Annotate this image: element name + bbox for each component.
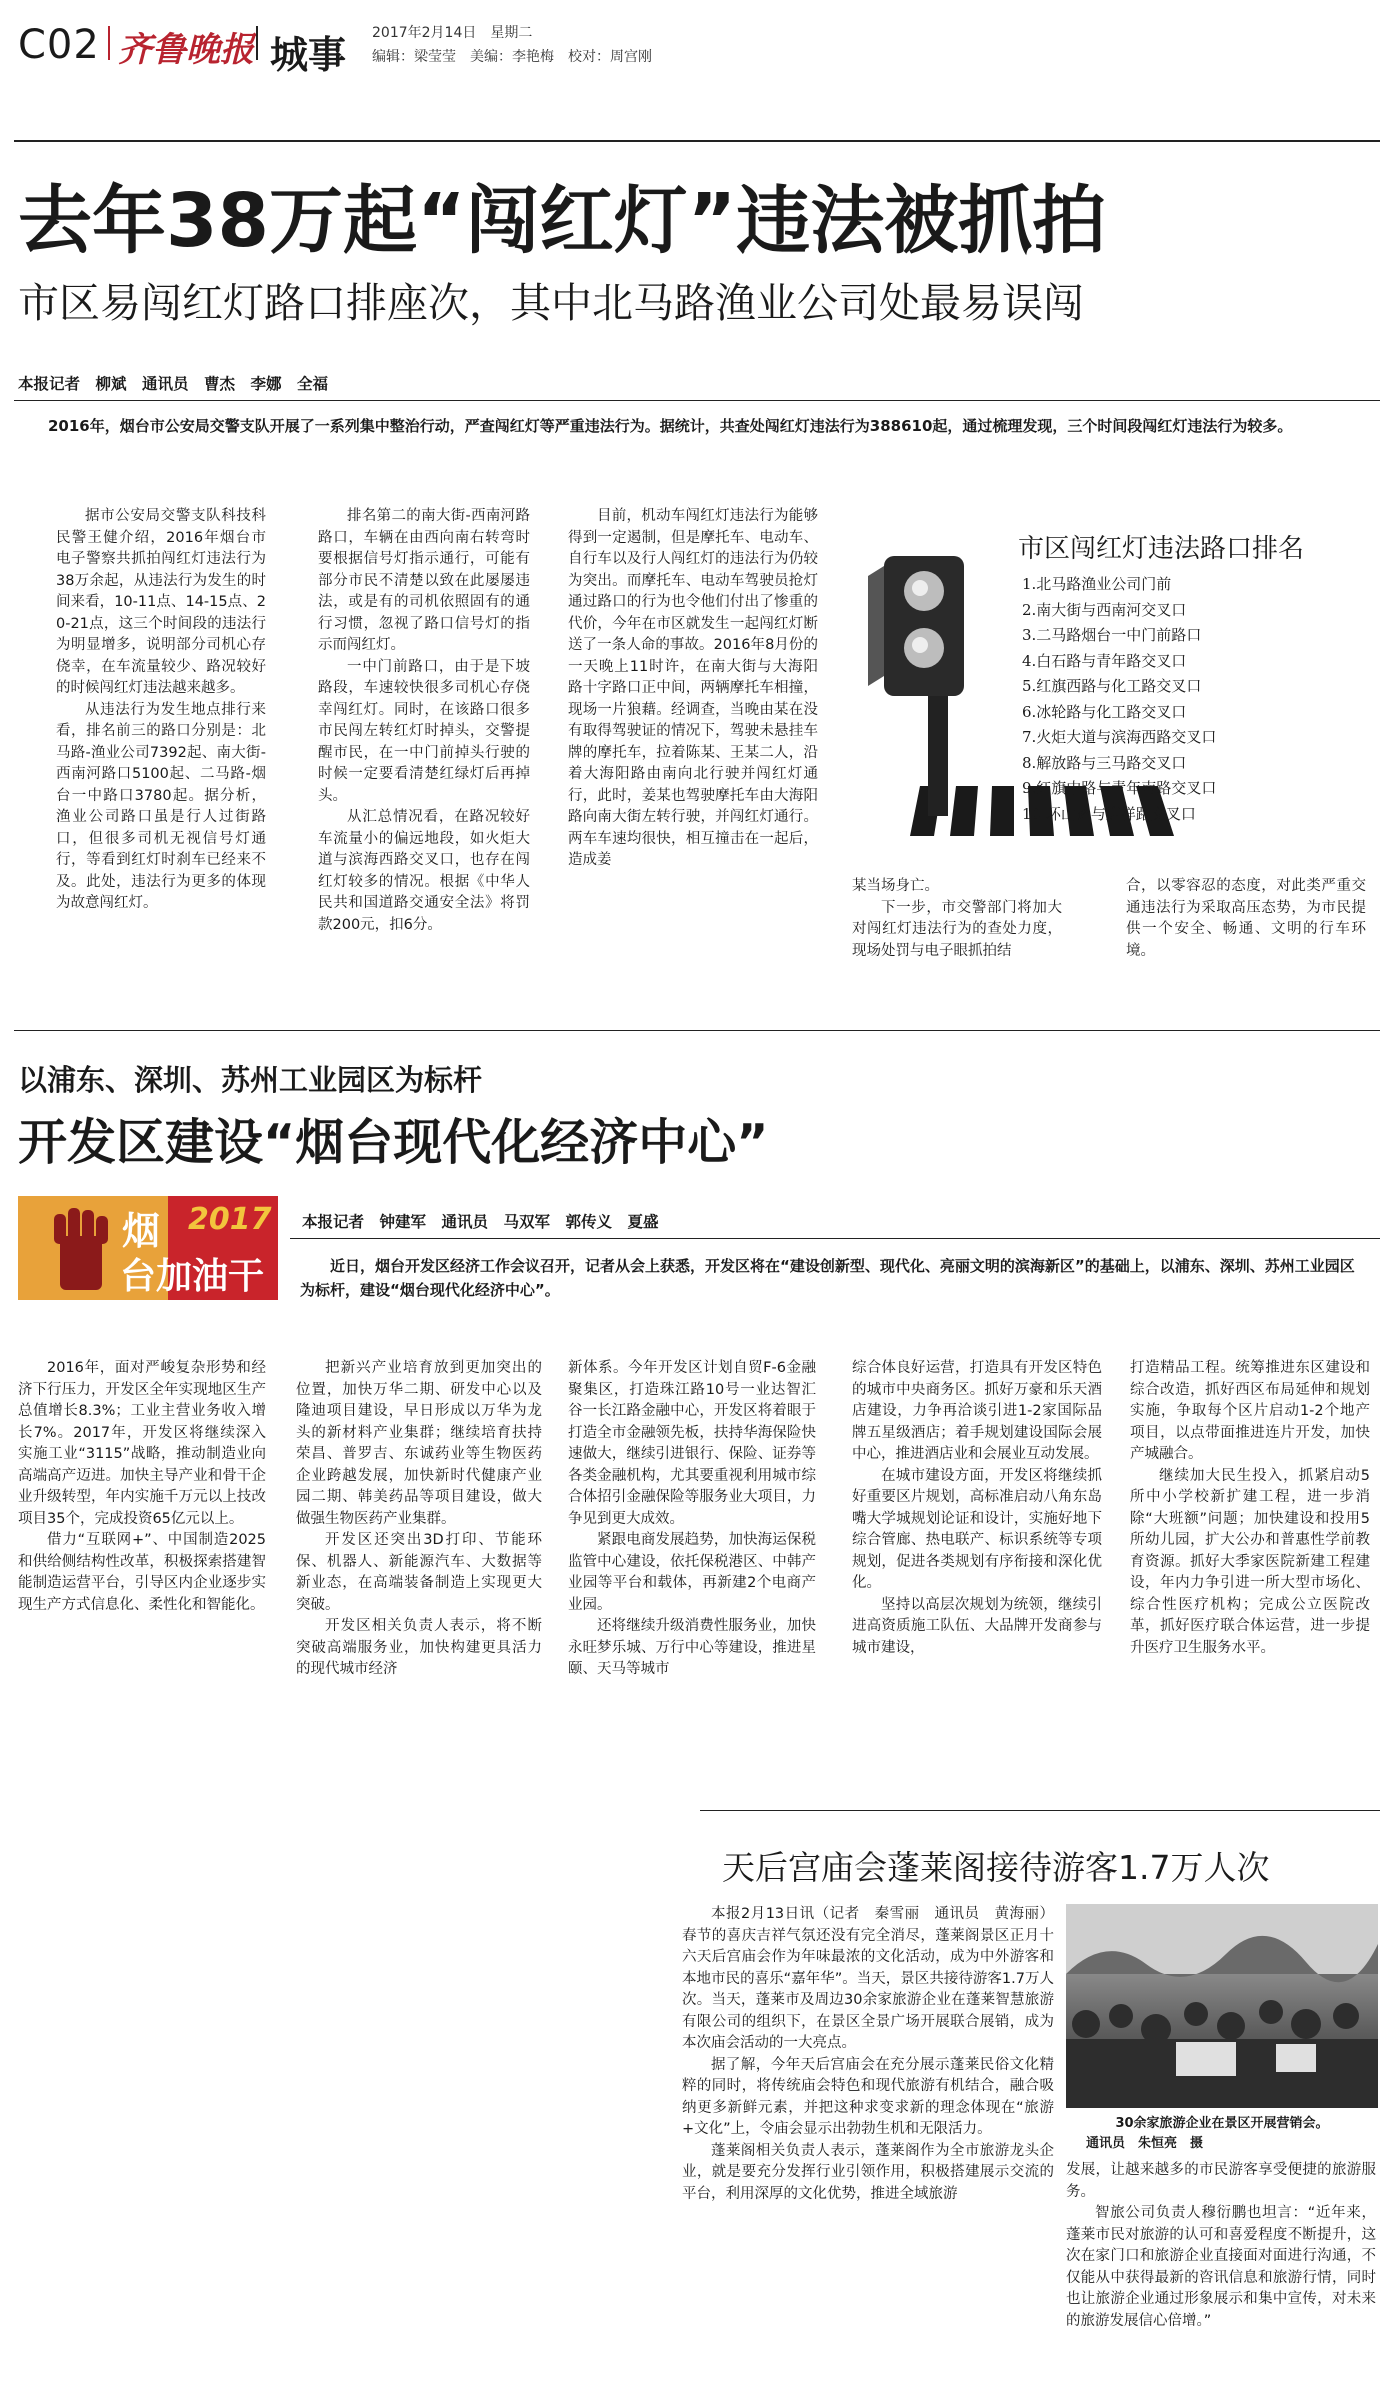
story1-column-4 <box>852 876 1062 984</box>
story2-headline: 开发区建设“烟台现代化经济中心” <box>18 1114 769 1171</box>
photo-caption: 30余家旅游企业在景区开展营销会。 <box>1115 2116 1329 2131</box>
story1-byline: 本报记者 柳斌 通讯员 曹杰 李娜 全福 <box>18 375 329 393</box>
paragraph: 还将继续升级消费性服务业，加快永旺梦乐城、万行中心等建设，推进星颐、天马等城市 <box>568 1618 816 1677</box>
paragraph: 新体系。今年开发区计划自贸F-6金融聚集区，打造珠江路10号一业达智汇谷一长江路金融中心，开发区将着眼于打造全市金融领先板，扶持华海保险快速做大，继续引进银行、保险、证券等各类金融机构，尤其要重视利用城市综合体招引金融保险等服务业大项目，力争见到更大成效。 <box>568 1360 816 1527</box>
paragraph: 把新兴产业培育放到更加突出的位置，加快万华二期、研发中心以及隆迪项目建设，早日形成以万华为龙头的新材料产业集群；继续培育扶持荣昌、普罗吉、东诚药业等生物医药企业跨越发展，加快新时代健康产业园二期、韩美药品等项目建设，做大做强生物医药产业集群。 <box>296 1360 542 1527</box>
paragraph: 合，以零容忍的态度，对此类严重交通违法行为采取高压态势，为市民提供一个安全、畅通、文明的行车环境。 <box>1126 878 1366 959</box>
paragraph: 综合体良好运营，打造具有开发区特色的城市中央商务区。抓好万豪和乐天酒店建设，力争再洽谈引进1-2家国际品牌五星级酒店；着手规划建设国际会展中心，推进酒店业和会展业互动发展。 <box>852 1360 1102 1462</box>
paragraph: 排名第二的南大街-西南河路路口，车辆在由西向南右转弯时要根据信号灯指示通行，可能有部分市民不清楚以致在此屡屡违法，或是有的司机依照固有的通行习惯，忽视了路口信号灯的指示而闯红灯。 <box>318 508 530 653</box>
paragraph: 开发区相关负责人表示，将不断突破高端服务业，加快构建更具活力的现代城市经济 <box>296 1618 542 1677</box>
paragraph: 紧跟电商发展趋势，加快海运保税监管中心建设，依托保税港区、中韩产业园等平台和载体，再新建2个电商产业园。 <box>568 1532 816 1613</box>
crowd-photo-graphic <box>1066 1904 1378 2108</box>
story2-column-2 <box>296 1358 542 1778</box>
story1-subhead: 市区易闯红灯路口排座次，其中北马路渔业公司处最易误闯 <box>18 279 1084 327</box>
logo-text-yan: 烟 <box>122 1208 161 1253</box>
paragraph: 打造精品工程。统筹推进东区建设和综合改造，抓好西区布局延伸和规划实施，争取每个区片启动1-2个地产项目，以点带面推进连片开发，加快产城融合。 <box>1130 1360 1370 1462</box>
issue-date: 2017年2月14日 星期二 <box>372 25 533 41</box>
campaign-logo <box>18 1196 278 1300</box>
ranking-item: 3.二马路烟台一中门前路口 <box>1022 626 1202 644</box>
story2-byline: 本报记者 钟建军 通讯员 马双军 郭传义 夏盛 <box>302 1213 659 1231</box>
paragraph: 借力“互联网+”、中国制造2025和供给侧结构性改革，积极探索搭建智能制造运营平台，引导区内企业逐步实现生产方式信息化、柔性化和智能化。 <box>18 1532 266 1613</box>
temple-fair-photo <box>1066 1904 1378 2108</box>
ranking-item: 7.火炬大道与滨海西路交叉口 <box>1022 728 1217 746</box>
paragraph: 本报2月13日讯（记者 秦雪丽 通讯员 黄海丽）春节的喜庆吉祥气氛还没有完全消尽，蓬莱阁景区正月十六天后宫庙会作为年味最浓的文化活动，成为中外游客和本地市民的喜乐“嘉年华”。当天，景区共接待游客1.7万人次。当天，蓬莱市及周边30余家旅游企业在蓬莱智慧旅游有限公司的组织下，在景区全景广场开展联合展销，成为本次庙会活动的一大亮点。 <box>682 1906 1054 2051</box>
paragraph: 下一步，市交警部门将加大对闯红灯违法行为的查处力度，现场处罚与电子眼抓拍结 <box>852 899 1062 959</box>
fist-icon <box>40 1206 120 1292</box>
story2-column-5 <box>1130 1358 1370 1778</box>
story-divider <box>14 1030 1380 1031</box>
paragraph: 在城市建设方面，开发区将继续抓好重要区片规划，高标准启动八角东岛嘴大学城规划论证和设计，实施好地下综合管廊、热电联产、标识系统等专项规划，促进各类规划有序衔接和深化优化。 <box>852 1467 1102 1591</box>
ranking-item: 8.解放路与三马路交叉口 <box>1022 753 1187 772</box>
story2-column-1 <box>18 1358 266 1778</box>
paragraph: 从汇总情况看，在路况较好车流量小的偏远地段，如火炬大道与滨海西路交叉口，也存在闯红灯较多的情况。根据《中华人民共和国道路交通安全法》将罚款200元，扣6分。 <box>318 809 530 933</box>
ranking-item: 9.红旗中路与青年南路交叉口 <box>1022 779 1217 797</box>
ranking-item: 2.南大街与西南河交叉口 <box>1022 600 1187 619</box>
story1-lead: 2016年，烟台市公安局交警支队开展了一系列集中整治行动，严查闯红灯等严重违法行为。据统计，共查处闯红灯违法行为388610起，通过梳理发现，三个时间段闯红灯违法行为较多。 <box>48 417 1293 435</box>
story1-column-5 <box>1126 876 1366 984</box>
paragraph: 据市公安局交警支队科技科民警王健介绍，2016年烟台市电子警察共抓拍闯红灯违法行为38万余起，从违法行为发生的时间来看，10-11点、14-15点、20-21点，这三个时间段的违法行为明显增多，说明部分司机心存侥幸，在车流量较少、路况较好的时候闯红灯违法越来越多。 <box>56 508 266 696</box>
paragraph: 一中门前路口，由于是下坡路段，车速较快很多司机心存侥幸闯红灯。同时，在该路口很多市民闯左转红灯时掉头，交警提醒市民，在一中门前掉头行驶的时候一定要看清楚红绿灯后再掉头。 <box>318 658 530 804</box>
ranking-item: 1.北马路渔业公司门前 <box>1022 575 1172 593</box>
editor-credits: 编辑：梁莹莹 美编：李艳梅 校对：周宫刚 <box>372 49 652 65</box>
ranking-item: 4.白石路与青年路交叉口 <box>1022 651 1187 670</box>
story2-lead: 近日，烟台开发区经济工作会议召开，记者从会上获悉，开发区将在“建设创新型、现代化、亮丽文明的滨海新区”的基础上，以浦东、深圳、苏州工业园区为标杆，建设“烟台现代化经济中心”。 <box>300 1257 1355 1299</box>
paragraph: 据了解，今年天后宫庙会在充分展示蓬莱民俗文化精粹的同时，将传统庙会特色和现代旅游有机结合，融合吸纳更多新鲜元素，并把这种求变求新的理念体现在“旅游+文化”上，令庙会显示出勃勃生机和无限活力。 <box>682 2056 1054 2137</box>
ranking-title: 市区闯红灯违法路口排名 <box>1018 534 1305 564</box>
story2-column-3 <box>568 1358 816 1778</box>
newspaper-masthead: 齐鲁晚报 <box>118 30 254 70</box>
header-rule <box>14 140 1380 142</box>
paragraph: 某当场身亡。 <box>852 878 939 894</box>
paragraph: 继续加大民生投入，抓紧启动5所中小学校新扩建工程，进一步消除“大班额”问题；加快建设和投用5所幼儿园，扩大公办和普惠性学前教育资源。抓好大季家医院新建工程建设，年内力争引进一所大型市场化、综合性医疗机构；完成公立医院改革，抓好医疗联合体运营，进一步提升医疗卫生服务水平。 <box>1130 1467 1370 1656</box>
ranking-box <box>850 506 1380 866</box>
ranking-item: 5.红旗西路与化工路交叉口 <box>1022 677 1202 695</box>
story2-column-4 <box>852 1358 1102 1778</box>
story1-column-3 <box>568 506 818 986</box>
ranking-item: 6.冰轮路与化工路交叉口 <box>1022 702 1187 721</box>
paragraph: 从违法行为发生地点排行来看，排名前三的路口分别是：北马路-渔业公司7392起、南大街-西南河路口5100起、二马路-烟台一中路口3780起。据分析，渔业公司路口虽是行人过街路口，但很多司机无视信号灯通行，等看到红灯时刹车已经来不及。此处，违法行为更多的体现为故意闯红灯。 <box>56 701 266 911</box>
story1-byline-rule <box>14 400 1380 401</box>
story1-column-1 <box>56 506 266 986</box>
header-divider <box>108 26 110 60</box>
paragraph: 发展，让越来越多的市民游客享受便捷的旅游服务。 <box>1066 2162 1376 2200</box>
story2-kicker: 以浦东、深圳、苏州工业园区为标杆 <box>18 1063 483 1097</box>
story2-byline-rule <box>290 1238 1380 1239</box>
section-name: 城事 <box>270 33 347 77</box>
story-divider <box>700 1810 1380 1811</box>
header-divider <box>256 26 258 60</box>
paragraph: 蓬莱阁相关负责人表示，蓬莱阁作为全市旅游龙头企业，就是要充分发挥行业引领作用，积极搭建展示交流的平台，利用深厚的文化优势，推进全域旅游 <box>682 2142 1054 2202</box>
paragraph: 坚持以高层次规划为统领，继续引进高资质施工队伍、大品牌开发商参与城市建设， <box>852 1596 1102 1656</box>
photo-credit: 通讯员 朱恒亮 摄 <box>1086 2136 1204 2151</box>
story3-column-1 <box>682 1904 1054 2388</box>
story3-column-2 <box>1066 2160 1376 2388</box>
paragraph: 智旅公司负责人穆衍鹏也坦言：“近年来，蓬莱市民对旅游的认可和喜爱程度不断提升，这次在家门口和旅游企业直接面对面进行沟通，不仅能从中获得最新的咨讯信息和旅游行情，同时也让旅游企业通过形象展示和集中宣传，对未来的旅游发展信心倍增。” <box>1066 2205 1376 2329</box>
logo-year: 2017 <box>188 1202 272 1237</box>
ranking-item: 10.环山路与迎祥路交叉口 <box>1022 804 1196 823</box>
logo-text-slogan: 台加油干 <box>120 1255 265 1297</box>
story1-headline: 去年38万起“闯红灯”违法被抓拍 <box>18 178 1107 264</box>
paragraph: 目前，机动车闯红灯违法行为能够得到一定遏制，但是摩托车、电动车、自行车以及行人闯红灯的违法行为仍较为突出。而摩托车、电动车驾驶员抢灯通过路口的行为也令他们付出了惨重的代价，今年在市区就发生一起闯红灯断送了一条人命的事故。2016年8月份的一天晚上11时许，在南大街与大海阳路十字路口正中间，两辆摩托车相撞，现场一片狼藉。经调查，当晚由某在没有取得驾驶证的情况下，驾驶未悬挂车牌的摩托车，拉着陈某、王某二人，沿着大海阳路由南向北行驶并闯红灯通行，此时，姜某也驾驶摩托车由大海阳路向南大街左转行驶，并闯红灯通行。两车车速均很快，相互撞击在一起后，造成姜 <box>568 508 818 868</box>
story1-column-2 <box>318 506 530 986</box>
paragraph: 开发区还突出3D打印、节能环保、机器人、新能源汽车、大数据等新业态，在高端装备制造上实现更大突破。 <box>296 1532 542 1613</box>
paragraph: 2016年，面对严峻复杂形势和经济下行压力，开发区全年实现地区生产总值增长8.3%；工业主营业务收入增长7%。2017年，开发区将继续深入实施工业“3115”战略，推动制造业向高端高产迈进。加快主导产业和骨干企业升级转型，年内实施千万元以上技改项目35个，完成投资65亿元以上。 <box>18 1360 266 1527</box>
page-number: C02 <box>18 22 100 68</box>
story3-headline: 天后宫庙会蓬莱阁接待游客1.7万人次 <box>722 1848 1270 1887</box>
ranking-list <box>1022 572 1352 827</box>
